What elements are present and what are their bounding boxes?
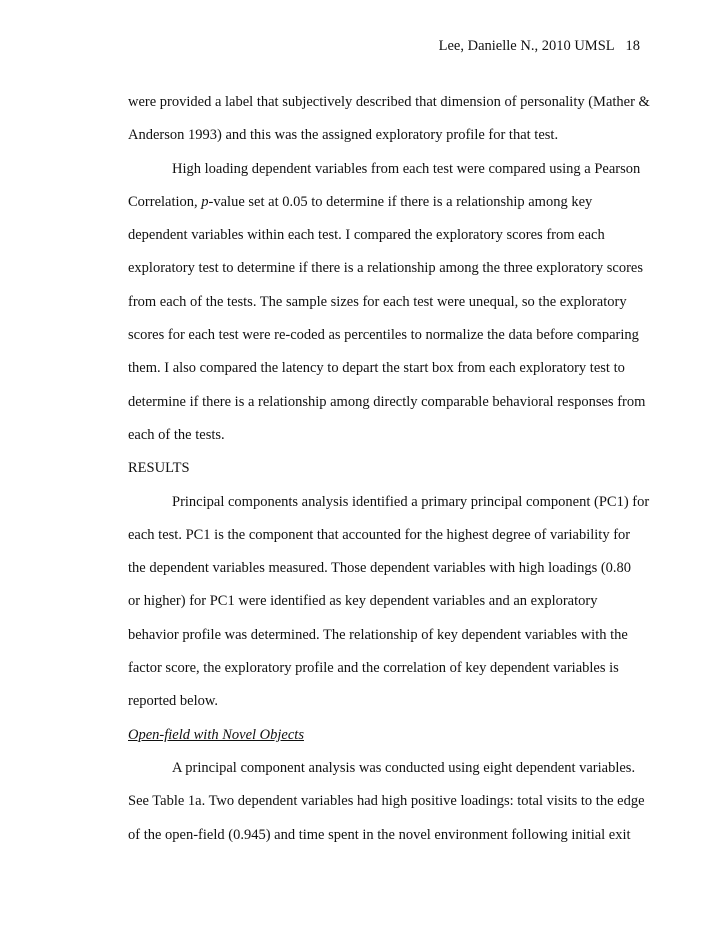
paragraph-line: scores for each test were re-coded as percentiles to normalize the data before comparing [128,327,639,344]
paragraph-line: the dependent variables measured. Those dependent variables with high loadings (0.80 [128,560,632,577]
body-text [128,86,648,852]
paragraph-line: each test. PC1 is the component that accounted for the highest degree of variability for [128,526,631,543]
italic-p: p [201,193,209,210]
paragraph-line: or higher) for PC1 were identified as key dependent variables and an exploratory [128,593,598,610]
subsection-heading [128,719,648,752]
page-number: 18 [625,38,640,54]
section-heading-results: RESULTS [128,460,190,477]
paragraph-line: behavior profile was determined. The relationship of key dependent variables with the [128,626,628,643]
subsection-heading-text: Open-field with Novel Objects [128,726,304,743]
paragraph-line: A principal component analysis was conducted using eight dependent variables. [172,759,636,776]
running-header [439,38,640,55]
paragraph-line: them. I also compared the latency to depart the start box from each exploratory test to [128,360,625,377]
paragraph-line: were provided a label that subjectively described that dimension of personality (Mather & [128,94,650,110]
paragraph-line: reported below. [128,693,219,710]
paragraph-line: High loading dependent variables from each test were compared using a Pearson [172,160,641,177]
paragraph-line: Anderson 1993) and this was the assigned exploratory profile for that test. [128,127,559,144]
running-head-text: Lee, Danielle N., 2010 UMSL [438,38,615,54]
paragraph-line: exploratory test to determine if there is a relationship among the three exploratory scores [128,260,643,277]
paragraph-line: of the open-field (0.945) and time spent in the novel environment following initial exit [128,826,631,843]
paragraph-line: determine if there is a relationship among directly comparable behavioral responses from [128,393,646,410]
paragraph-line: dependent variables within each test. I compared the exploratory scores from each [128,227,605,244]
paragraph-line: from each of the tests. The sample sizes for each test were unequal, so the exploratory [128,293,627,310]
paragraph-line: See Table 1a. Two dependent variables had high positive loadings: total visits to the edge [128,793,645,810]
paragraph-line: Principal components analysis identified a primary principal component (PC1) for [172,493,650,510]
paragraph-line [128,186,648,219]
text-run: -value set at 0.05 to determine if there is a relationship among key [208,193,593,210]
text-run: Correlation, [128,193,202,210]
paragraph-line: factor score, the exploratory profile and the correlation of key dependent variables is [128,660,619,677]
paragraph-line: each of the tests. [128,426,225,443]
